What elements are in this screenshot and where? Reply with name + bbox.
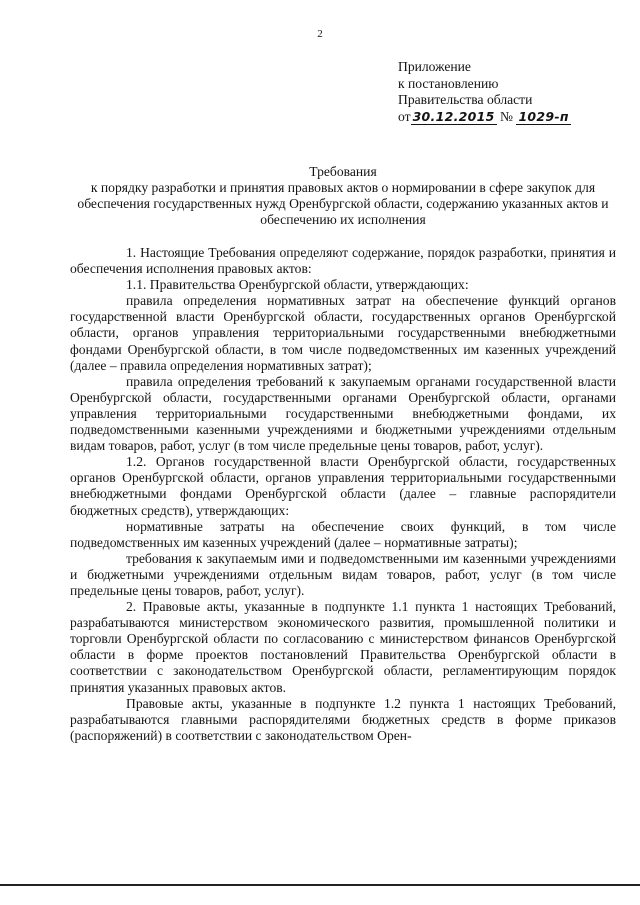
appendix-resolution-ref: к постановлению — [398, 75, 499, 91]
paragraph-requirements: требования к закупаемым ими и подведомственными им казенными учреждениями и бюджетными учреждениями отдельным видам товаров, работ, услуг (в том числе предельные цены товаров, работ, услуг). — [70, 550, 616, 598]
heading-subtitle: к порядку разработки и принятия правовых актов о нормировании в сфере закупок для обеспечения государственных нужд Оренбургской области, содержанию указанных актов и обеспечению их исполнения — [77, 180, 609, 227]
appendix-government-ref: Правительства области — [398, 92, 533, 107]
document-heading — [70, 164, 616, 228]
paragraph-1-2: 1.2. Органов государственной власти Оренбургской области, государственных органов Оренбургской области, органов управления территориальными государственными внебюджетными фондами Оренбургской области (далее – главные распорядители бюджетных средств), утверждающих: — [70, 454, 616, 518]
appendix-title: Приложение — [398, 59, 471, 74]
date-prefix: от — [398, 108, 411, 124]
handwritten-number: 1029-п — [518, 108, 569, 124]
paragraph-1: 1. Настоящие Требования определяют содержание, порядок разработки, принятия и обеспечения исполнения правовых актов: — [70, 245, 616, 277]
heading-title: Требования — [309, 164, 377, 179]
paragraph-1-1: 1.1. Правительства Оренбургской области, утверждающих: — [126, 277, 469, 293]
paragraph-normative-costs: нормативные затраты на обеспечение своих функций, в том числе подведомственных им казенных учреждений (далее – нормативные затраты); — [70, 518, 616, 550]
handwritten-date: 30.12.2015 — [412, 108, 495, 124]
bottom-scan-edge — [0, 884, 640, 886]
document-body — [70, 245, 616, 744]
appendix-block — [398, 59, 618, 125]
paragraph-2-continued: Правовые акты, указанные в подпункте 1.2 пункта 1 настоящих Требований, разрабатываются главными распорядителями бюджетных средств в форме приказов (распоряжений) в соответствии с законодательством Орен- — [70, 695, 616, 743]
number-sign: № — [500, 108, 514, 124]
paragraph-2: 2. Правовые акты, указанные в подпункте 1.1 пункта 1 настоящих Требований, разрабатываются министерством экономического развития, промышленной политики и торговли Оренбургской области по согласованию с министерством финансов Оренбургской области в форме проектов постановлений Правительства Оренбургской области в соответствии с законодательством Оренбургской области, регламентирующим порядок принятия указанных правовых актов. — [70, 599, 616, 695]
page-number: 2 — [317, 28, 323, 40]
paragraph-rules-requirements: правила определения требований к закупаемым органами государственной власти Оренбургской области, государственными органами Оренбургской области, органами управления территориальными государственными внебюджетными фондами, их подведомственными казенными учреждениями и бюджетными учреждениями отдельным видам товаров, работ, услуг (в том числе предельные цены товаров, работ, услуг). — [70, 373, 616, 454]
appendix-date-line — [398, 109, 618, 126]
paragraph-rules-normative-costs: правила определения нормативных затрат на обеспечение функций органов государственной власти Оренбургской области, государственных органов Оренбургской области, органов управления территориальными государственными внебюджетными фондами Оренбургской области, в том числе подведомственных им казенных учреждений (далее – правила определения нормативных затрат); — [70, 293, 616, 373]
